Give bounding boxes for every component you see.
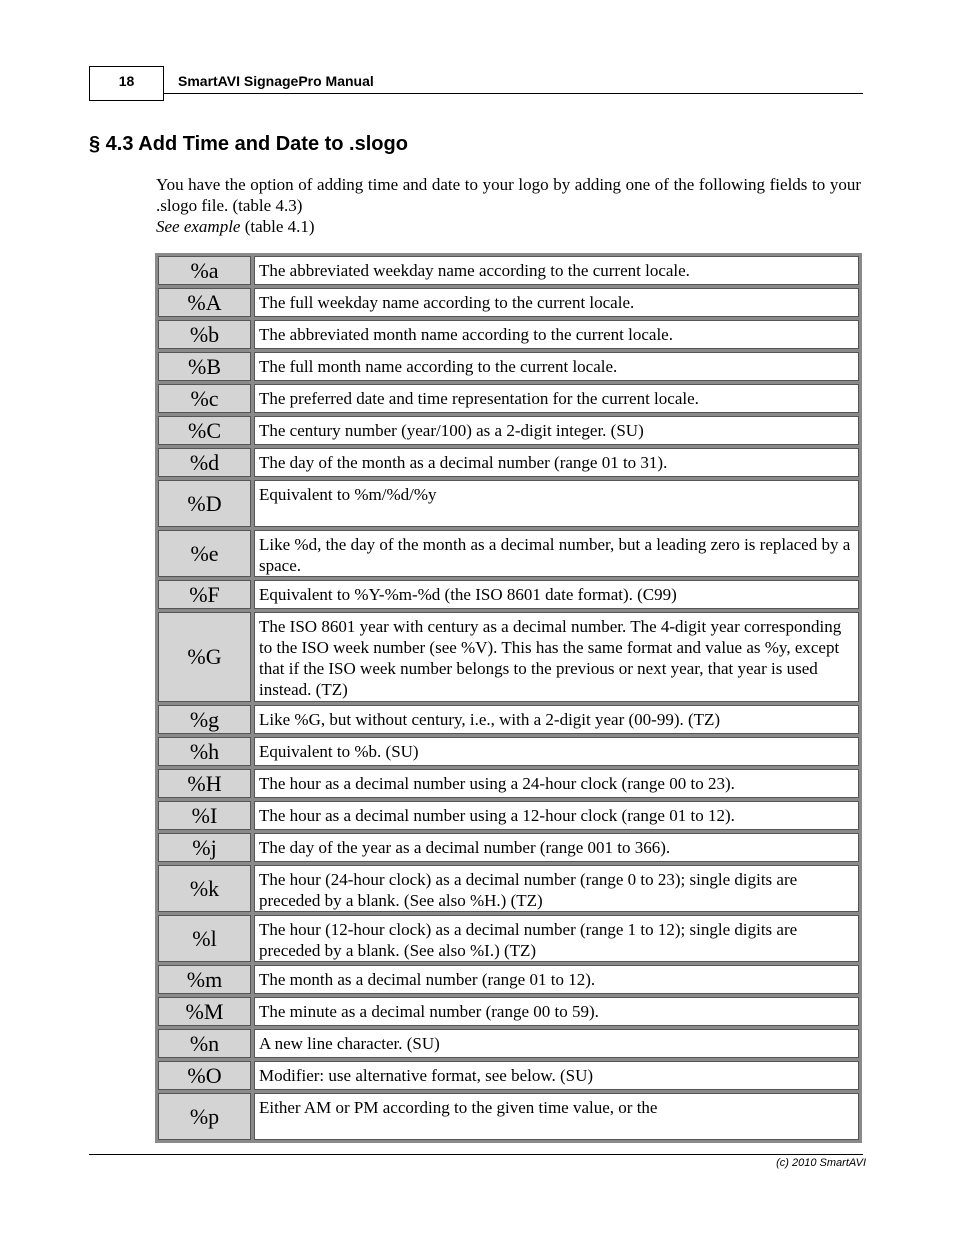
see-example-ref: (table 4.1)	[240, 217, 315, 236]
format-specifier: %d	[158, 448, 251, 477]
table-row	[158, 865, 859, 912]
format-specifier: %F	[158, 580, 251, 609]
format-specifier: %C	[158, 416, 251, 445]
format-description: The hour as a decimal number using a 24-hour clock (range 00 to 23).	[254, 769, 859, 798]
format-description: Equivalent to %Y-%m-%d (the ISO 8601 date format). (C99)	[254, 580, 859, 609]
table-row	[158, 965, 859, 994]
table-row	[158, 320, 859, 349]
format-specifier: %j	[158, 833, 251, 862]
format-specifier: %g	[158, 705, 251, 734]
format-description: The day of the month as a decimal number (range 01 to 31).	[254, 448, 859, 477]
table-row	[158, 384, 859, 413]
format-description: The hour as a decimal number using a 12-hour clock (range 01 to 12).	[254, 801, 859, 830]
table-row	[158, 737, 859, 766]
format-description: A new line character. (SU)	[254, 1029, 859, 1058]
table-row	[158, 448, 859, 477]
table-row	[158, 705, 859, 734]
table-row	[158, 1093, 859, 1140]
format-specifier: %l	[158, 915, 251, 962]
intro-see-example	[156, 216, 861, 237]
format-specifier: %e	[158, 530, 251, 577]
table-row	[158, 769, 859, 798]
see-example-italic: See example	[156, 217, 241, 236]
table-row	[158, 1029, 859, 1058]
format-specifier: %c	[158, 384, 251, 413]
intro-text: You have the option of adding time and date to your logo by adding one of the following fields to your .slogo file. (table 4.3)	[156, 175, 861, 215]
format-specifier: %n	[158, 1029, 251, 1058]
format-specifier: %h	[158, 737, 251, 766]
table-row	[158, 1061, 859, 1090]
format-description: Either AM or PM according to the given time value, or the	[254, 1093, 859, 1140]
table-row	[158, 530, 859, 577]
format-specifier: %A	[158, 288, 251, 317]
format-description: The ISO 8601 year with century as a decimal number. The 4-digit year corresponding to the ISO week number (see %V). This has the same format and value as %y, except that if the ISO week number belongs to the previous or next year, that year is used instead. (TZ)	[254, 612, 859, 702]
running-header-title: SmartAVI SignagePro Manual	[178, 73, 374, 89]
format-description: The hour (24-hour clock) as a decimal number (range 0 to 23); single digits are preceded by a blank. (See also %H.) (TZ)	[254, 865, 859, 912]
format-description: Like %G, but without century, i.e., with a 2-digit year (00-99). (TZ)	[254, 705, 859, 734]
format-description: Modifier: use alternative format, see below. (SU)	[254, 1061, 859, 1090]
table-row	[158, 612, 859, 702]
format-description: Equivalent to %m/%d/%y	[254, 480, 859, 527]
intro-paragraph	[156, 174, 861, 237]
table-row	[158, 833, 859, 862]
table-row	[158, 801, 859, 830]
table-row	[158, 256, 859, 285]
table-row	[158, 352, 859, 381]
table-row	[158, 915, 859, 962]
format-description: The abbreviated weekday name according to the current locale.	[254, 256, 859, 285]
format-description: Like %d, the day of the month as a decimal number, but a leading zero is replaced by a space.	[254, 530, 859, 577]
format-specifier: %k	[158, 865, 251, 912]
format-specifier: %D	[158, 480, 251, 527]
table-row	[158, 288, 859, 317]
format-description: The hour (12-hour clock) as a decimal number (range 1 to 12); single digits are preceded by a blank. (See also %I.) (TZ)	[254, 915, 859, 962]
format-specifier: %I	[158, 801, 251, 830]
format-description: The month as a decimal number (range 01 to 12).	[254, 965, 859, 994]
format-specifier: %H	[158, 769, 251, 798]
format-description: The minute as a decimal number (range 00 to 59).	[254, 997, 859, 1026]
format-specifier: %p	[158, 1093, 251, 1140]
format-description: The abbreviated month name according to the current locale.	[254, 320, 859, 349]
format-specifier: %b	[158, 320, 251, 349]
section-heading: § 4.3 Add Time and Date to .slogo	[89, 133, 408, 155]
header-rule	[164, 93, 863, 94]
format-description: The century number (year/100) as a 2-digit integer. (SU)	[254, 416, 859, 445]
format-description: Equivalent to %b. (SU)	[254, 737, 859, 766]
format-specifier: %G	[158, 612, 251, 702]
format-specifier-table	[155, 253, 862, 1143]
table-row	[158, 580, 859, 609]
footer-copyright: (c) 2010 SmartAVI	[776, 1157, 866, 1169]
table-row	[158, 416, 859, 445]
format-specifier: %M	[158, 997, 251, 1026]
format-description: The day of the year as a decimal number (range 001 to 366).	[254, 833, 859, 862]
format-specifier: %B	[158, 352, 251, 381]
footer-rule	[89, 1154, 863, 1155]
format-description: The preferred date and time representation for the current locale.	[254, 384, 859, 413]
format-description: The full month name according to the current locale.	[254, 352, 859, 381]
page-number: 18	[89, 66, 164, 101]
table-row	[158, 480, 859, 527]
format-specifier: %a	[158, 256, 251, 285]
format-specifier: %m	[158, 965, 251, 994]
format-description: The full weekday name according to the current locale.	[254, 288, 859, 317]
format-specifier: %O	[158, 1061, 251, 1090]
table-row	[158, 997, 859, 1026]
